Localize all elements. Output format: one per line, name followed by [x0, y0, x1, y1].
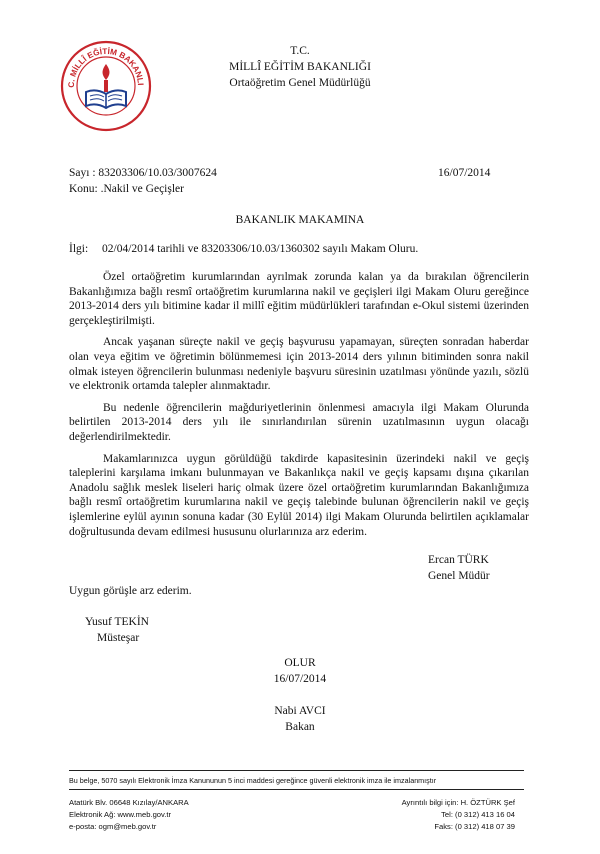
subject-line: Konu: .Nakil ve Geçişler [69, 183, 184, 195]
footer-contact-person: Ayrıntılı bilgi için: H. ÖZTÜRK Şef [401, 798, 515, 807]
footer-address [69, 797, 189, 833]
ilgi-label: İlgi: [69, 243, 89, 255]
paragraph: Özel ortaöğretim kurumlarından ayrılmak zorunda kalan ya da bırakılan öğrencilerin Bakanlığımıza bağlı resmî ortaöğretim kurumlarına nakil ve geçişleri ilgi Makam Oluru gereğince 2013-2014 ders yılı bitimine kadar il millî eğitim müdürlükleri tarafından e-Okul sistemi üzerinden gerçekleştirilmişti. [69, 271, 529, 327]
footer-contact [340, 797, 515, 833]
reference-number: Sayı : 83203306/10.03/3007624 [69, 167, 217, 179]
addressee: BAKANLIK MAKAMINA [235, 214, 365, 226]
olur-date: 16/07/2014 [273, 673, 327, 685]
paragraph: Bu nedenle öğrencilerin mağduriyetlerinin önlenmesi amacıyla ilgi Makam Olurunda belirtilen 2013-2014 ders yılı ile sınırlandırılan sürenin uzatılmasının uygun olacağı değerlendirilmektedir. [69, 401, 529, 443]
olur-label: OLUR [284, 657, 316, 669]
signature-general-director [428, 552, 490, 584]
ilgi-text: 02/04/2014 tarihli ve 83203306/10.03/1360302 sayılı Makam Oluru. [102, 243, 419, 255]
header-ministry: MİLLÎ EĞİTİM BAKANLIĞI [229, 61, 371, 73]
paragraph: Makamlarınızca uygun görüldüğü takdirde kapasitesinin üzerindeki nakil ve geçiş taleplerini karşılama imkanı bulunmayan ve Bakanlıkça nakil ve geçiş kapsamı dışına çıkarılan Anadolu sağlık meslek liseleri hariç olmak üzere özel ortaöğretim kurumlarından Bakanlığımıza bağlı resmî ortaöğretim kurumlarına nakil ve geçiş talebinde bulunan öğrencilerin nakil ve geçiş işlemlerine eylül ayının sonuna kadar (30 Eylül 2014) ilgi Makam Olurunda belirtilen açıklamalar doğrultusunda devam edilmesi hususunu olurlarınıza arz ederim. [69, 452, 529, 538]
signer-name: Yusuf TEKİN [85, 616, 149, 628]
header-directorate: Ortaöğretim Genel Müdürlüğü [229, 77, 371, 89]
signer-name: Ercan TÜRK [428, 554, 489, 566]
letter-body [69, 270, 529, 546]
ilgi-line [69, 243, 529, 255]
signature-undersecretary [85, 614, 149, 646]
footer-web-link[interactable]: Elektronik Ağ: www.meb.gov.tr [69, 810, 171, 819]
signer-title: Bakan [285, 721, 315, 733]
footer-phone: Tel: (0 312) 413 16 04 [441, 810, 515, 819]
signer-name: Nabi AVCI [274, 705, 326, 717]
approval-line: Uygun görüşle arz ederim. [69, 585, 192, 597]
logo-arc-text: C. MİLLÎ EĞİTİM BAKANLI [66, 46, 146, 88]
footer-address-line: Atatürk Blv. 06648 Kızılay/ANKARA [69, 798, 189, 807]
paragraph: Ancak yaşanan süreçte nakil ve geçiş başvurusu yapamayan, süreçten sonradan haberdar olan veya eğitim ve öğretimin bölünmemesi için 2013-2014 ders yılının bitiminden sonra nakil olmak isteyen öğrencilerin bulunması nedeniyle başvuru süresinin uzatılması yönünde yazılı, sözlü ve elektronik ortamda talepler alınmaktadır. [69, 336, 529, 393]
esignature-note: Bu belge, 5070 sayılı Elektronik İmza Kanununun 5 inci maddesi gereğince güvenli elektronik imza ile imzalanmıştır [69, 776, 437, 785]
footer-fax: Faks: (0 312) 418 07 39 [434, 822, 515, 831]
footer-divider-bottom [69, 789, 524, 790]
signer-title: Müsteşar [97, 632, 140, 644]
header-tc: T.C. [290, 45, 310, 57]
footer-divider-top [69, 770, 524, 771]
olur-block [0, 655, 600, 687]
signature-minister [0, 703, 600, 735]
signer-title: Genel Müdür [428, 570, 490, 582]
footer-email-link[interactable]: e-posta: ogm@meb.gov.tr [69, 822, 157, 831]
document-date: 16/07/2014 [438, 167, 491, 179]
